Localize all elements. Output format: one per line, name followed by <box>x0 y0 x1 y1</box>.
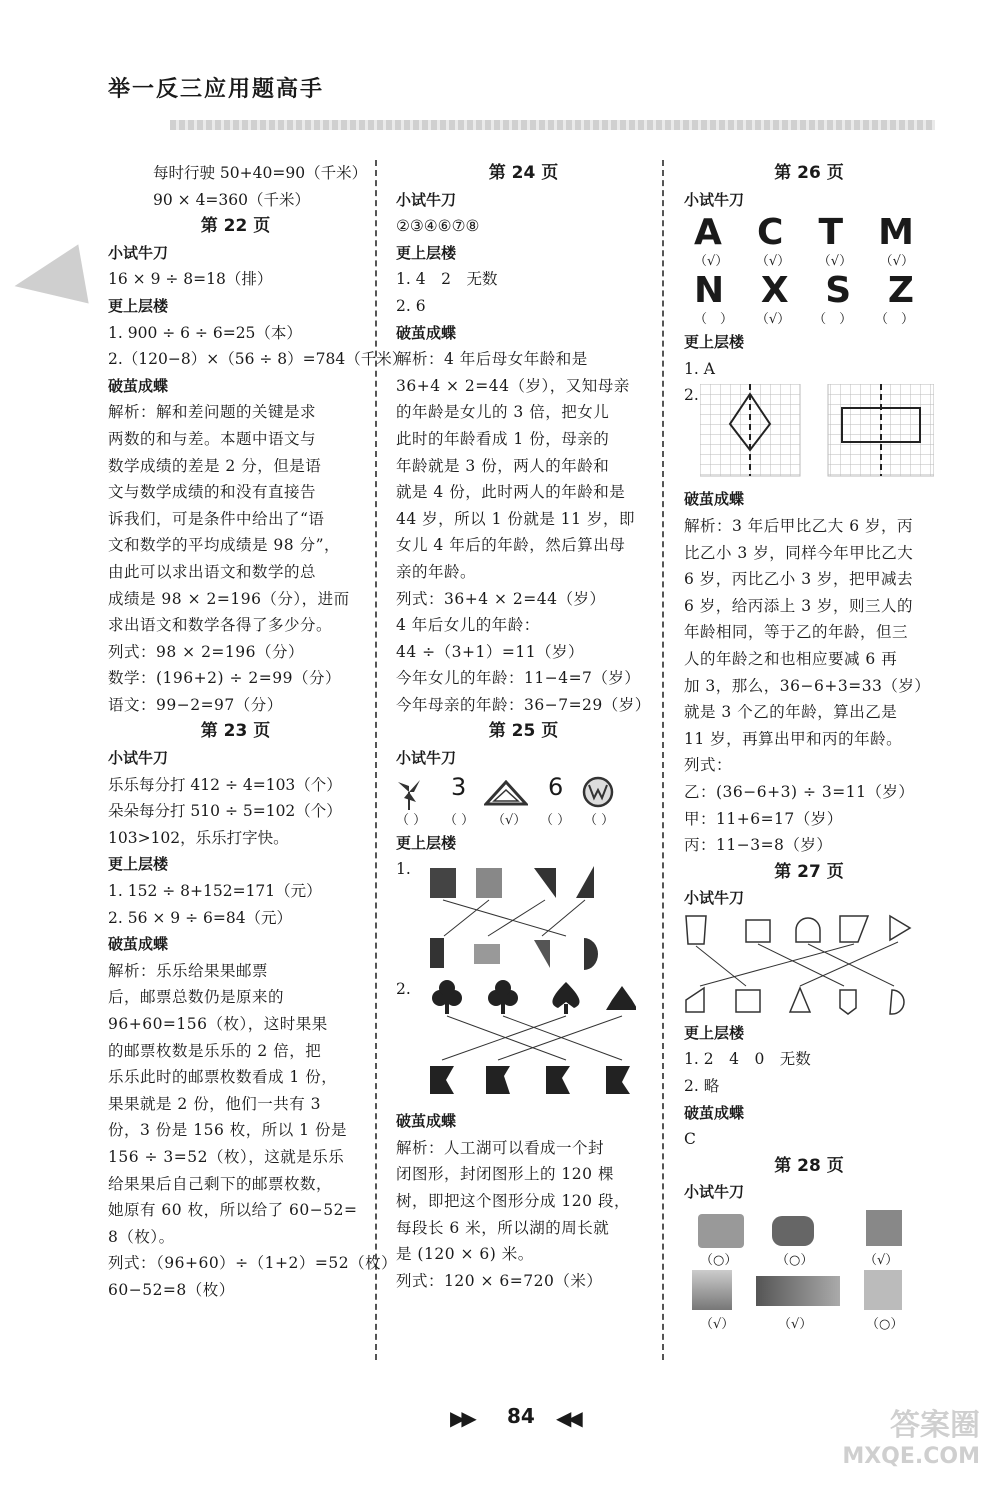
section-label: 破茧成蝶 <box>396 323 457 342</box>
explanation-line: 的邮票枚数是乐乐的 2 倍，把 <box>108 1041 322 1060</box>
page-heading-24: 第 24 页 <box>488 163 559 183</box>
matching-figure-1 <box>396 856 651 976</box>
triangle-sign-icon <box>484 780 528 806</box>
explanation-line: 乐乐此时的邮票枚数看成 1 份， <box>108 1068 338 1087</box>
half-shapes-matching-figure <box>426 862 606 974</box>
section-label: 小试牛刀 <box>108 243 169 262</box>
letter: N <box>694 270 725 312</box>
column-divider-2 <box>662 160 664 1360</box>
explanation-line: 就是 4 份，此时两人的年龄和是 <box>396 483 626 502</box>
explanation-block <box>108 958 398 1304</box>
explanation-line: 列式：（96+60）÷（1+2）=52（枚） <box>108 1254 398 1273</box>
letter: C <box>756 212 784 254</box>
explanation-line: 44 岁，所以 1 份就是 11 岁，即 <box>396 509 635 528</box>
explanation-line: 解析：解和差问题的关键是求 <box>108 403 317 422</box>
section-label: 破茧成蝶 <box>108 935 169 954</box>
section-label: 小试牛刀 <box>396 749 457 768</box>
answer-line: 103>102，乐乐打字快。 <box>108 828 289 847</box>
page-heading-26: 第 26 页 <box>774 163 844 183</box>
letters-row-2 <box>694 271 914 311</box>
marks-row-2 <box>694 311 914 329</box>
column-1 <box>108 160 408 1304</box>
section-label: 破茧成蝶 <box>684 490 745 509</box>
explanation-line: 列式：36+4 × 2=44（岁） <box>396 589 606 608</box>
explanation-line: 份，3 份是 156 枚，所以 1 份是 <box>108 1121 347 1140</box>
answer-line: 1. 900 ÷ 6 ÷ 6=25（本） <box>108 323 302 342</box>
section-label: 破茧成蝶 <box>108 376 169 395</box>
explanation-line: 给果果后自己剩下的邮票枚数， <box>108 1174 333 1193</box>
explanation-block <box>396 346 651 718</box>
answer-line: 1. 4 2 无数 <box>396 270 498 289</box>
photo-3 <box>866 1210 902 1246</box>
explanation-line: 成绩是 98 × 2=196（分），进而 <box>108 589 350 608</box>
mark: （√） <box>778 1317 813 1333</box>
watermark-url: MXQE.COM <box>842 1444 980 1469</box>
symmetry-grid-figure <box>684 382 934 486</box>
answer-line: 乐乐每分打 412 ÷ 4=103（个） <box>108 775 342 794</box>
explanation-line: 文与数学成绩的和没有直接告 <box>108 483 317 502</box>
explanation-line: 后，邮票总数仍是原来的 <box>108 988 285 1007</box>
explanation-line: 11 岁，再算出甲和丙的年龄。 <box>684 729 903 748</box>
mark: （√） <box>755 312 791 328</box>
answer-line: 2. 6 <box>396 296 426 315</box>
letter: M <box>878 212 914 254</box>
card-suits-matching-figure <box>426 980 636 1104</box>
letter: A <box>694 212 722 254</box>
explanation-line: 是 (120 × 6) 米。 <box>396 1245 534 1264</box>
answer-line: 1. 2 4 0 无数 <box>684 1050 811 1069</box>
explanation-line: 比乙小 3 岁，同样今年甲比乙大 <box>684 543 914 562</box>
item-number: 1. <box>396 860 411 879</box>
explanation-line: 44 ÷（3+1）=11（岁） <box>396 642 585 661</box>
explanation-line: 6 岁，丙比乙小 3 岁，把甲减去 <box>684 570 914 589</box>
explanation-line: 女儿 4 年后的年龄，然后算出母 <box>396 536 626 555</box>
explanation-line: 就是 3 个乙的年龄，算出乙是 <box>684 703 898 722</box>
explanation-line: 果果就是 2 份，他们一共有 3 <box>108 1094 322 1113</box>
explanation-line: 96+60=156（枚），这时果果 <box>108 1015 328 1033</box>
explanation-line: 列式： <box>684 756 733 775</box>
explanation-line: 156 ÷ 3=52（枚），这就是乐乐 <box>108 1147 345 1166</box>
section-label: 小试牛刀 <box>108 749 169 768</box>
explanation-line: 60−52=8（枚） <box>108 1280 235 1299</box>
explanation-line: 乙：(36−6+3) ÷ 3=11（岁） <box>684 782 915 801</box>
letter: T <box>818 212 844 254</box>
mark: （√） <box>694 254 729 270</box>
section-label: 更上层楼 <box>396 243 457 262</box>
mark: （√） <box>817 254 853 270</box>
explanation-line: 36+4 × 2=44（岁），又知母亲 <box>396 376 630 395</box>
column-3 <box>684 160 934 1338</box>
explanation-line: 树，即把这个图形分成 120 段， <box>396 1192 630 1211</box>
shape-matching-figure <box>684 912 934 1020</box>
explanation-line: 列式：98 × 2=196（分） <box>108 642 304 661</box>
letters-row-1 <box>694 213 914 253</box>
motion-photos-figure <box>684 1206 934 1338</box>
mark: （○） <box>866 1317 904 1333</box>
explanation-line: 每段长 6 米，所以湖的周长就 <box>396 1218 610 1237</box>
explanation-line: 的年龄是女儿的 3 倍，把女儿 <box>396 403 610 422</box>
letter: X <box>760 270 789 312</box>
explanation-block <box>396 1135 651 1295</box>
answer-line: 2. 略 <box>684 1077 720 1096</box>
page-heading-28: 第 28 页 <box>774 1155 844 1176</box>
explanation-line: 今年女儿的年龄：11−4=7（岁） <box>396 669 641 688</box>
explanation-line: 列式：120 × 6=720（米） <box>396 1271 603 1290</box>
photo-2 <box>772 1216 814 1246</box>
mark: （○） <box>700 1253 738 1269</box>
page-number: 84 <box>507 1404 535 1428</box>
decorative-triangle <box>9 244 88 315</box>
section-label: 更上层楼 <box>684 1023 745 1042</box>
mark: （ ） <box>813 312 853 328</box>
symmetry-grid-drawing <box>700 384 934 480</box>
photo-5 <box>756 1276 840 1306</box>
book-title: 举一反三应用题高手 <box>108 77 325 102</box>
explanation-line: 亲的年龄。 <box>396 562 477 581</box>
page-heading-25: 第 25 页 <box>488 721 559 742</box>
explanation-line: 闭图形，封闭图形上的 120 棵 <box>396 1165 614 1184</box>
letter: Z <box>887 270 914 312</box>
answer-line: 朵朵每分打 510 ÷ 5=102（个） <box>108 802 342 821</box>
answer-line: 16 × 9 ÷ 8=18（排） <box>108 270 273 289</box>
answer-line: ②③④⑥⑦⑧ <box>396 217 480 236</box>
answer-line: 2. 56 × 9 ÷ 6=84（元） <box>108 908 293 927</box>
explanation-line: 今年母亲的年龄：36−7=29（岁） <box>396 695 651 714</box>
right-arrow-icon: ▶▶ <box>450 1406 473 1430</box>
mark: （√） <box>864 1253 899 1269</box>
answer-line: 每时行驶 50+40=90（千米） <box>153 164 368 182</box>
explanation-line: 语文：99−2=97（分） <box>108 695 283 714</box>
explanation-line: 解析：4 年后母女年龄和是 <box>396 350 588 369</box>
explanation-line: 解析：人工湖可以看成一个封 <box>396 1138 605 1157</box>
explanation-line: 人的年龄之和也相应要减 6 再 <box>684 649 898 668</box>
mark: （ ） <box>874 312 914 328</box>
section-label: 破茧成蝶 <box>684 1103 745 1122</box>
explanation-line: 甲：11+6=17（岁） <box>684 809 843 828</box>
photo-6 <box>864 1270 902 1310</box>
symbol-row: 3 6 （ ） （ ） （√） （ ） （ ） <box>396 772 651 830</box>
explanation-block <box>108 399 363 718</box>
marks-row-1 <box>694 253 914 271</box>
left-arrow-icon: ◀◀ <box>556 1406 579 1430</box>
explanation-line: 诉我们，可是条件中给出了“语 <box>108 509 325 528</box>
mark: （○） <box>776 1253 814 1269</box>
explanation-line: 8（枚）。 <box>108 1227 175 1246</box>
mark: （√） <box>700 1317 735 1333</box>
item-number: 2. <box>684 386 699 405</box>
explanation-line: 加 3，那么，36−6+3=33（岁） <box>684 676 931 695</box>
section-label: 小试牛刀 <box>684 1183 745 1202</box>
answer-line: 90 × 4=360（千米） <box>153 190 310 209</box>
explanation-line: 由此可以求出语文和数学的总 <box>108 562 317 581</box>
explanation-block <box>684 513 934 859</box>
page-heading-23: 第 23 页 <box>200 721 271 742</box>
check-mark: （√） <box>492 812 527 828</box>
letter: S <box>825 270 852 312</box>
section-label: 更上层楼 <box>108 855 169 874</box>
watermark-text: 答案圈 <box>890 1408 980 1443</box>
explanation-line: 丙：11−3=8（岁） <box>684 836 833 855</box>
item-number: 2. <box>396 980 411 999</box>
answer-line: 2.（120−8）×（56 ÷ 8）=784（千米） <box>108 350 408 369</box>
explanation-line: 6 岁，给丙添上 3 岁，则三人的 <box>684 596 914 615</box>
page-heading-22: 第 22 页 <box>200 216 271 237</box>
section-label: 小试牛刀 <box>684 190 745 209</box>
vw-logo-icon <box>582 776 614 808</box>
mark: （ ） <box>694 312 734 328</box>
header-rule <box>170 120 935 130</box>
explanation-line: 数学成绩的差是 2 分，但是语 <box>108 456 322 475</box>
digit-three: 3 <box>451 772 467 801</box>
explanation-line: 文和数学的平均成绩是 98 分”， <box>108 536 341 555</box>
section-label: 破茧成蝶 <box>396 1112 457 1131</box>
column-2 <box>396 160 651 1294</box>
explanation-line: 数学：(196+2) ÷ 2=99（分） <box>108 669 341 688</box>
explanation-line: 年龄就是 3 份，两人的年龄和 <box>396 456 610 475</box>
section-label: 更上层楼 <box>684 333 745 352</box>
explanation-line: 求出语文和数学各得了多少分。 <box>108 616 333 635</box>
photo-1 <box>698 1214 744 1248</box>
explanation-line: 解析：3 年后甲比乙大 6 岁，丙 <box>684 516 914 535</box>
section-label: 小试牛刀 <box>396 190 457 209</box>
photo-4 <box>692 1270 732 1310</box>
explanation-line: 她原有 60 枚，所以给了 60−52= <box>108 1201 358 1220</box>
explanation-line: 此时的年龄看成 1 份，母亲的 <box>396 429 610 448</box>
explanation-line: 4 年后女儿的年龄： <box>396 616 540 635</box>
explanation-line: 年龄相同，等于乙的年龄，但三 <box>684 623 909 642</box>
answer-line: C <box>684 1130 696 1149</box>
matching-figure-2 <box>396 976 651 1108</box>
page-heading-27: 第 27 页 <box>774 861 844 882</box>
section-label: 小试牛刀 <box>684 889 745 908</box>
watermark <box>842 1400 980 1469</box>
explanation-line: 两数的和与差。本题中语文与 <box>108 429 317 448</box>
mark: （√） <box>755 254 791 270</box>
pinwheel-icon <box>396 776 422 810</box>
mark: （√） <box>879 254 914 270</box>
section-label: 更上层楼 <box>108 296 169 315</box>
explanation-line: 解析：乐乐给果果邮票 <box>108 961 269 980</box>
digit-six: 6 <box>548 772 564 801</box>
section-label: 更上层楼 <box>396 833 457 852</box>
answer-line: 1. 152 ÷ 8+152=171（元） <box>108 882 322 901</box>
answer-line: 1. A <box>684 359 715 378</box>
column-divider-1 <box>375 160 377 1360</box>
shape-matching-drawing <box>684 914 920 1018</box>
